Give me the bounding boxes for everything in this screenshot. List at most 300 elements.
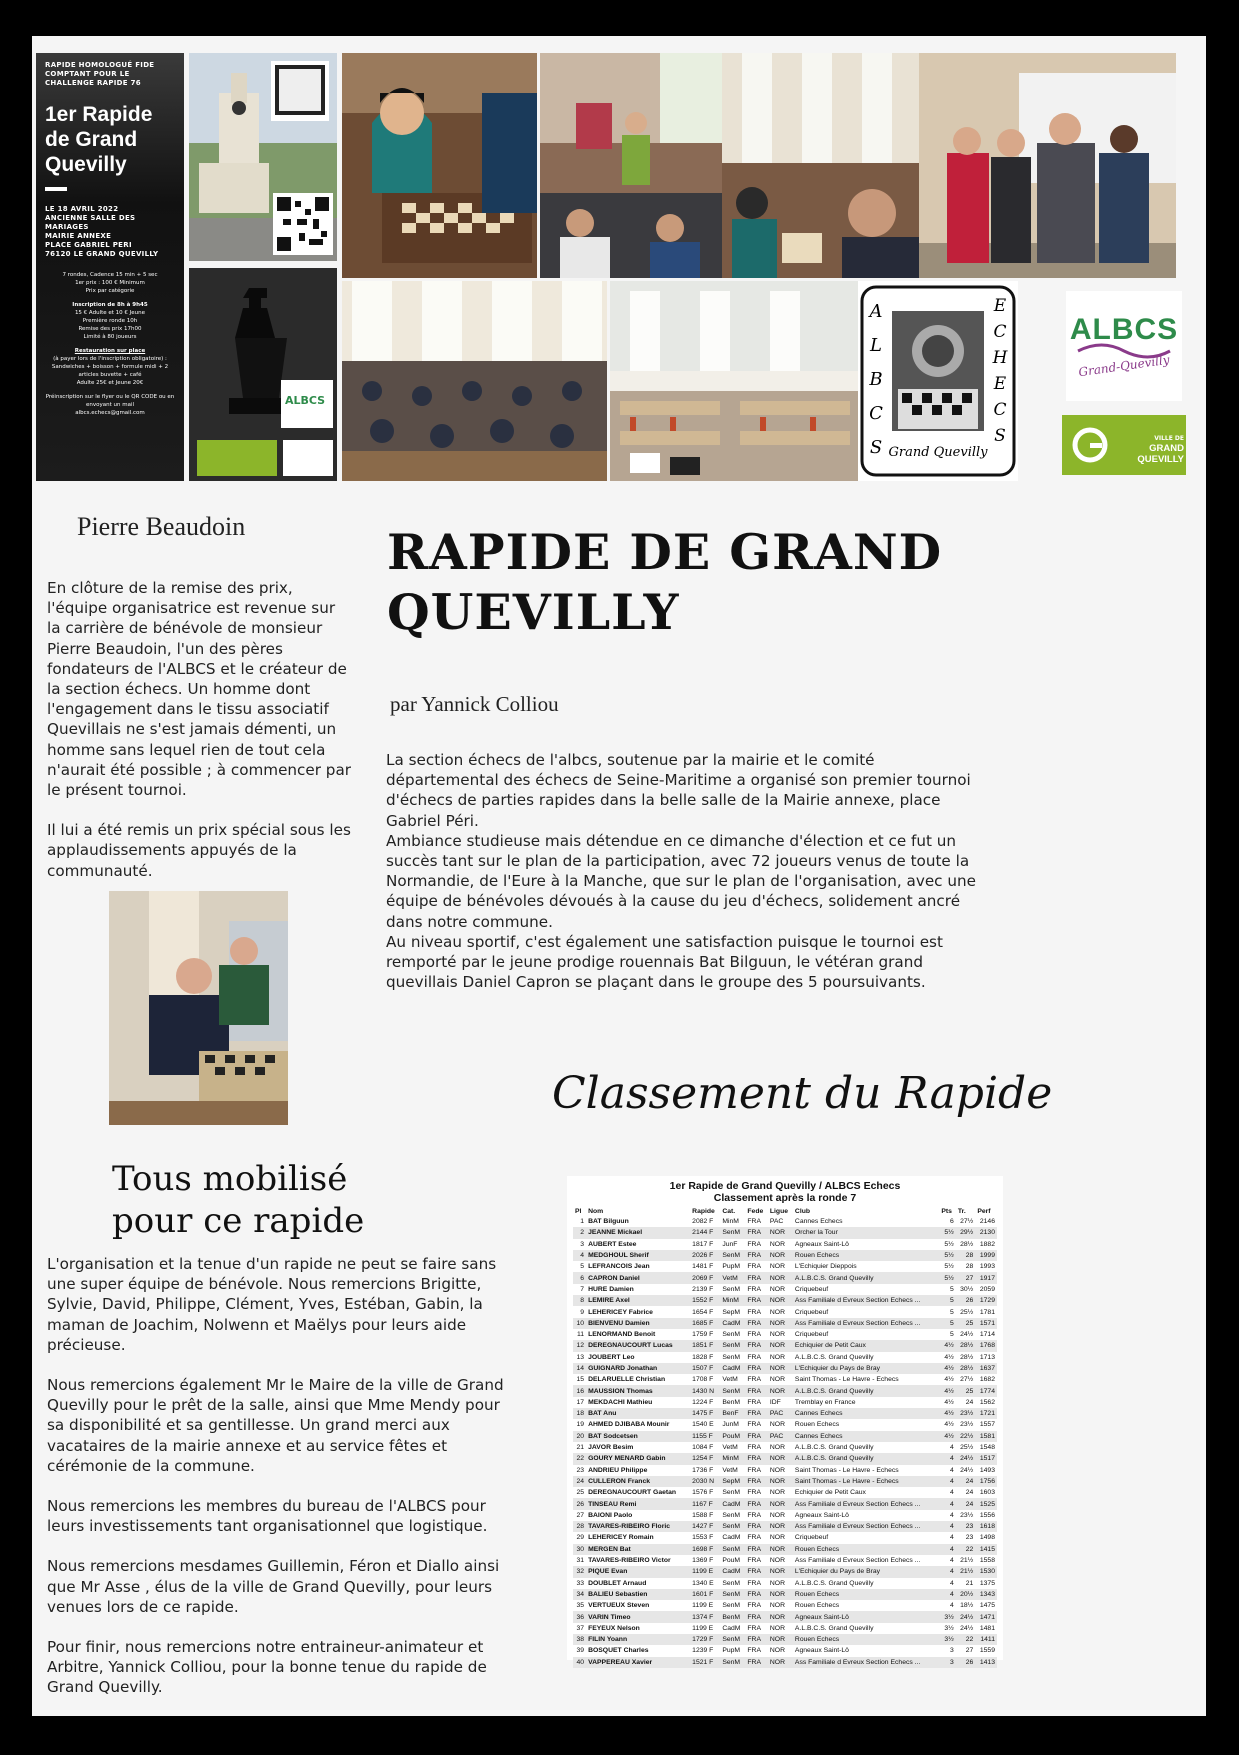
ranking-cell: PouM (720, 1431, 745, 1442)
ranking-cell: 1411 (975, 1634, 997, 1645)
ranking-cell: SenM (722, 1285, 741, 1293)
ranking-cell: BIENVENU Damien (586, 1318, 690, 1329)
ranking-cell: VetM (720, 1272, 745, 1283)
ranking-cell: NOR (769, 1624, 785, 1632)
sidebar-text (47, 578, 352, 881)
ranking-cell: 3½ (939, 1634, 955, 1645)
ranking-cell: LEMIRE Axel (586, 1295, 690, 1306)
ranking-cell: 15 (576, 1376, 585, 1384)
ranking-cell: NOR (769, 1376, 785, 1384)
ranking-cell: 1507 F (690, 1363, 720, 1374)
ranking-cell: NOR (768, 1634, 793, 1645)
ranking-cell: SenM (722, 1331, 741, 1339)
ranking-cell: 32 (573, 1566, 586, 1577)
ranking-row (573, 1227, 997, 1238)
ranking-cell: 1729 F (690, 1634, 720, 1645)
ranking-row (573, 1657, 997, 1668)
ranking-cell: 3½ (944, 1624, 954, 1632)
ranking-cell: 1721 (975, 1408, 997, 1419)
ranking-cell: 1199 E (692, 1602, 714, 1610)
ranking-cell: FRA (747, 1398, 761, 1406)
ranking-cell: A.L.B.C.S. Grand Quevilly (794, 1353, 874, 1361)
ranking-cell: 1475 (979, 1602, 995, 1610)
ranking-cell: 29 (576, 1534, 585, 1542)
ranking-cell: 1521 F (690, 1657, 720, 1668)
ranking-cell: 4 (950, 1489, 954, 1497)
ranking-row (573, 1408, 997, 1419)
ranking-cell: NOR (769, 1240, 785, 1248)
ranking-cell: 6 (950, 1218, 954, 1226)
ranking-row (573, 1645, 997, 1656)
ranking-cell: 4 (950, 1534, 954, 1542)
ranking-cell: NOR (769, 1308, 785, 1316)
ranking-cell: 23½ (956, 1408, 976, 1419)
ranking-cell: 2130 (975, 1227, 997, 1238)
ranking-cell: 34 (573, 1589, 586, 1600)
ranking-row (573, 1419, 997, 1430)
ranking-cell: 3 (580, 1240, 585, 1248)
ranking-cell: NOR (768, 1385, 793, 1396)
ranking-cell: FRA (745, 1385, 767, 1396)
ranking-cell: 1682 (979, 1376, 995, 1384)
ranking-column-header: Fede (747, 1207, 764, 1215)
ranking-cell: MEKDACHI Mathieu (588, 1398, 653, 1406)
ranking-cell: 24½ (956, 1611, 976, 1622)
ranking-cell: FRA (747, 1557, 761, 1565)
ranking-cell: BAT Sodcetsen (586, 1431, 690, 1442)
ranking-cell: 4½ (939, 1385, 955, 1396)
ranking-cell: Rouen Echecs (793, 1634, 939, 1645)
ranking-row (573, 1611, 997, 1622)
ranking-cell: SenM (722, 1511, 741, 1519)
ranking-cell: A.L.B.C.S. Grand Quevilly (793, 1453, 939, 1464)
ranking-cell: 1374 F (690, 1611, 720, 1622)
ranking-cell: FRA (745, 1408, 767, 1419)
ranking-cell: 1 (580, 1218, 585, 1226)
ranking-cell: 27½ (960, 1218, 974, 1226)
ranking-cell: BenM (722, 1398, 741, 1406)
ranking-cell: PAC (768, 1408, 793, 1419)
ranking-cell: 1714 (979, 1331, 995, 1339)
ranking-cell: NOR (769, 1557, 785, 1565)
ranking-column-header: Club (794, 1207, 811, 1215)
ranking-cell: 4½ (939, 1408, 955, 1419)
ranking-cell: 39 (576, 1647, 585, 1655)
ranking-cell: 28 (965, 1263, 974, 1271)
ranking-cell: PupM (722, 1647, 741, 1655)
ranking-cell: NOR (769, 1263, 785, 1271)
ranking-cell: 25 (956, 1385, 976, 1396)
ranking-cell: AUBERT Estee (588, 1240, 637, 1248)
ranking-row (573, 1431, 997, 1442)
ranking-row (573, 1363, 997, 1374)
ranking-cell: CadM (720, 1498, 745, 1509)
ranking-cell: NOR (768, 1318, 793, 1329)
poster-preinscription: Préinscription sur le flyer ou le QR CODE ou en envoyant un mail albcs.echecs@gmail.com (45, 394, 175, 416)
ranking-cell: 1882 (979, 1240, 995, 1248)
ranking-cell: SepM (720, 1476, 745, 1487)
tournament-room-photo-2 (342, 281, 607, 481)
ranking-cell: 22½ (956, 1431, 976, 1442)
ranking-cell: FRA (745, 1272, 767, 1283)
ranking-cell: 1828 F (692, 1353, 714, 1361)
ranking-cell: 8 (573, 1295, 586, 1306)
ranking-row (573, 1589, 997, 1600)
newsletter-page (32, 36, 1206, 1716)
ranking-cell: 2059 (979, 1285, 995, 1293)
king-piece-photo (189, 268, 337, 481)
ranking-column-header: Perf (977, 1207, 991, 1215)
ranking-cell: 5 (939, 1295, 955, 1306)
ranking-cell: 36 (573, 1611, 586, 1622)
ranking-row (573, 1216, 997, 1227)
ranking-cell: 2144 F (690, 1227, 720, 1238)
ranking-cell: Ass Familiale d Evreux Section Echecs ... (794, 1557, 921, 1565)
article-byline: par Yannick Colliou (390, 692, 559, 716)
ranking-cell: BenF (720, 1408, 745, 1419)
ranking-cell: 24½ (960, 1466, 974, 1474)
ranking-cell: TAVARES-RIBEIRO Victor (588, 1557, 671, 1565)
ranking-row (573, 1498, 997, 1509)
ranking-row (573, 1453, 997, 1464)
ranking-cell: NOR (768, 1227, 793, 1238)
ranking-cell: A.L.B.C.S. Grand Quevilly (794, 1579, 874, 1587)
ranking-cell: 3 (939, 1657, 955, 1668)
ranking-cell: 1993 (979, 1263, 995, 1271)
ranking-cell: SenM (720, 1250, 745, 1261)
ranking-cell: CadM (722, 1534, 741, 1542)
ranking-cell: 18 (573, 1408, 586, 1419)
ranking-cell: CadM (722, 1624, 741, 1632)
ranking-cell: Criquebeuf (794, 1285, 829, 1293)
ranking-cell: LEHERICEY Fabrice (588, 1308, 653, 1316)
ranking-cell: FRA (747, 1240, 761, 1248)
ranking-cell: 26 (956, 1657, 976, 1668)
ranking-cell: 1481 F (692, 1263, 714, 1271)
ranking-cell: 19 (576, 1421, 585, 1429)
ranking-cell: NOR (769, 1421, 785, 1429)
thanks-paragraph-4: Nous remercions mesdames Guillemin, Féron et Diallo ainsi que Mr Asse , élus de la ville de Grand Quevilly, pour leurs venues lors de ce rapide. (47, 1557, 500, 1616)
ranking-cell: 27 (965, 1647, 974, 1655)
ranking-cell: CAPRON Daniel (586, 1272, 690, 1283)
ranking-cell: 1552 F (690, 1295, 720, 1306)
ranking-cell: 23½ (960, 1511, 974, 1519)
ranking-cell: 1239 F (692, 1647, 714, 1655)
ranking-cell: NOR (769, 1489, 785, 1497)
ranking-row (573, 1510, 997, 1521)
ranking-cell: FRA (745, 1318, 767, 1329)
ranking-cell: 1415 (975, 1544, 997, 1555)
ranking-cell: DELARUELLE Christian (588, 1376, 666, 1384)
ranking-cell: SenM (720, 1544, 745, 1555)
ranking-cell: FRA (745, 1589, 767, 1600)
ranking-cell: 1851 F (690, 1340, 720, 1351)
ranking-row (573, 1250, 997, 1261)
thanks-paragraph-3: Nous remercions les membres du bureau de l'ALBCS pour leurs investissements tant organisationnel que logistique. (47, 1497, 488, 1536)
thanks-paragraph-5: Pour finir, nous remercions notre entraineur-animateur et Arbitre, Yannick Colliou, pour la bonne tenue du rapide de Grand Quevilly. (47, 1638, 487, 1697)
ranking-cell: 4 (573, 1250, 586, 1261)
ranking-cell: NOR (769, 1353, 785, 1361)
ranking-cell: NOR (769, 1534, 785, 1542)
ranking-cell: 1736 F (692, 1466, 714, 1474)
ranking-cell: 1517 (975, 1453, 997, 1464)
thanks-paragraph-2: Nous remercions également Mr le Maire de la ville de Grand Quevilly pour le prêt de la salle, ainsi que Mme Mendy pour sa disponibilité et sa gentillesse. Un grand merci aux vacataires de la mairie annexe et au service fêtes et cérémonie de la commune. (47, 1376, 504, 1475)
ranking-cell: BAT Anu (586, 1408, 690, 1419)
ranking-cell: SenM (720, 1589, 745, 1600)
ranking-cell: NOR (768, 1566, 793, 1577)
ranking-cell: 7 (580, 1285, 585, 1293)
ranking-cell: 1756 (975, 1476, 997, 1487)
ranking-cell: 16 (573, 1385, 586, 1396)
ranking-cell: Rouen Echecs (794, 1421, 840, 1429)
ranking-cell: 11 (577, 1331, 585, 1339)
ranking-cell: 4 (950, 1602, 954, 1610)
ranking-cell: 2026 F (690, 1250, 720, 1261)
ranking-cell: Ass Familiale d Evreux Section Echecs ... (793, 1657, 939, 1668)
ranking-cell: 17 (576, 1398, 585, 1406)
ranking-cell: 4 (939, 1453, 955, 1464)
ranking-cell: FRA (745, 1227, 767, 1238)
ranking-cell: Ass Familiale d Evreux Section Echecs ... (793, 1521, 939, 1532)
ranking-cell: 4 (939, 1521, 955, 1532)
ranking-cell: NOR (769, 1466, 785, 1474)
ranking-cell: 5 (939, 1318, 955, 1329)
ranking-cell: FRA (745, 1611, 767, 1622)
ranking-column-header: Pl (575, 1207, 582, 1215)
ranking-cell: MERGEN Bat (586, 1544, 690, 1555)
ranking-cell: Ass Familiale d Evreux Section Echecs ... (793, 1295, 939, 1306)
ranking-cell: 24 (956, 1498, 976, 1509)
ranking-cell: ANDRIEU Philippe (588, 1466, 648, 1474)
poster-albcs-logo: ALBCS (285, 394, 326, 407)
ranking-row (573, 1465, 997, 1476)
ranking-cell: VERTUEUX Steven (588, 1602, 650, 1610)
ranking-cell: 14 (573, 1363, 586, 1374)
albcs-logo-text: ALBCS (1069, 313, 1179, 346)
ranking-cell: 4 (939, 1589, 955, 1600)
ranking-cell: 5½ (939, 1272, 955, 1283)
ranking-cell: L'Echiquier Dieppois (794, 1263, 857, 1271)
ranking-cell: FRA (745, 1521, 767, 1532)
player-photo-1 (342, 53, 537, 278)
ranking-cell: 1340 E (692, 1579, 714, 1587)
ranking-cell: 5 (950, 1331, 954, 1339)
ranking-cell: 2146 (979, 1218, 995, 1226)
ranking-cell: FRA (747, 1534, 761, 1542)
ranking-cell: Ass Familiale d Evreux Section Echecs ... (793, 1318, 939, 1329)
ranking-row (573, 1487, 997, 1498)
ranking-cell: 24 (573, 1476, 586, 1487)
ranking-cell: 1525 (975, 1498, 997, 1509)
ranking-cell: 4½ (939, 1431, 955, 1442)
ranking-cell: NOR (768, 1657, 793, 1668)
ranking-cell: 27 (956, 1272, 976, 1283)
ranking-cell: L'Echiquier du Pays de Bray (793, 1566, 939, 1577)
ranking-cell: 23½ (960, 1421, 974, 1429)
ranking-cell: DEREGNAUCOURT Lucas (586, 1340, 690, 1351)
ranking-cell: 1654 F (692, 1308, 714, 1316)
ranking-row (573, 1634, 997, 1645)
ranking-cell: 1481 (979, 1624, 995, 1632)
ranking-cell: PIQUE Evan (586, 1566, 690, 1577)
ranking-cell: SenM (720, 1657, 745, 1668)
ranking-cell: 9 (580, 1308, 585, 1316)
ranking-cell: 1558 (979, 1557, 995, 1565)
ranking-column-header: Rapide (692, 1207, 715, 1215)
poster-place-1: ANCIENNE SALLE DES MARIAGES (45, 214, 136, 231)
ranking-cell: PAC (768, 1431, 793, 1442)
ranking-cell: Rouen Echecs (793, 1589, 939, 1600)
ranking-cell: 33 (576, 1579, 585, 1587)
ranking-heading: Classement du Rapide (552, 1068, 1053, 1119)
ranking-row (573, 1318, 997, 1329)
ranking-cell: 21½ (960, 1557, 974, 1565)
town-hall-photo (189, 53, 337, 261)
ranking-cell: 4½ (944, 1398, 954, 1406)
poster-place-4: 76120 LE GRAND QUEVILLY (45, 250, 159, 258)
ranking-cell: FRA (747, 1218, 761, 1226)
ranking-cell: 4 (939, 1476, 955, 1487)
ranking-cell: NOR (768, 1295, 793, 1306)
ranking-cell: 1540 E (692, 1421, 714, 1429)
ranking-cell: 1817 F (692, 1240, 714, 1248)
ranking-row (573, 1306, 997, 1317)
logo-vertical-albcs: ALBCS (869, 301, 883, 458)
ranking-cell: SenM (722, 1353, 741, 1361)
ranking-table-title: 1er Rapide de Grand Quevilly / ALBCS Echecs Classement après la ronde 7 (669, 1180, 901, 1204)
ranking-cell: 4 (950, 1511, 954, 1519)
ranking-table (573, 1206, 997, 1668)
ranking-cell: FRA (747, 1602, 761, 1610)
ranking-cell: Rouen Echecs (793, 1544, 939, 1555)
ranking-column-header: Cat. (722, 1207, 736, 1215)
ranking-cell: 1167 F (690, 1498, 720, 1509)
sidebar-title: Pierre Beaudoin (77, 512, 246, 541)
ranking-cell: LEFRANCOIS Jean (588, 1263, 650, 1271)
poster-date: LE 18 AVRIL 2022 (45, 205, 119, 213)
ranking-cell: FRA (747, 1353, 761, 1361)
ranking-cell: 1581 (975, 1431, 997, 1442)
ranking-cell: 1698 F (690, 1544, 720, 1555)
ranking-cell: 1768 (975, 1340, 997, 1351)
ranking-cell: FRA (747, 1285, 761, 1293)
ranking-cell: 4 (939, 1544, 955, 1555)
ranking-cell: 4½ (939, 1363, 955, 1374)
ranking-cell: NOR (768, 1363, 793, 1374)
ranking-cell: TAVARES-RIBEIRO Floric (586, 1521, 690, 1532)
thanks-heading: Tous mobilisé pour ce rapide (112, 1159, 365, 1241)
poster-restauration: Restauration sur place (à payer lors de l'inscription obligatoire) : Sandwiches + boisson + formule midi + 2 articles buvette + café Adulte 25€ et Jeune 20€ (51, 348, 169, 386)
ranking-cell: 1084 F (692, 1444, 714, 1452)
ranking-cell: FRA (747, 1308, 761, 1316)
ranking-cell: 2082 F (692, 1218, 714, 1226)
ranking-cell: 18½ (960, 1602, 974, 1610)
ranking-cell: FRA (745, 1431, 767, 1442)
ranking-cell: NOR (768, 1589, 793, 1600)
ranking-cell: 25 (956, 1318, 976, 1329)
ranking-cell: 1530 (975, 1566, 997, 1577)
ranking-cell: 1588 F (692, 1511, 714, 1519)
ranking-cell: 1759 F (692, 1331, 714, 1339)
ranking-cell: 10 (573, 1318, 586, 1329)
ranking-cell: 1557 (979, 1421, 995, 1429)
ranking-cell: PAC (769, 1218, 784, 1226)
ranking-cell: 24 (965, 1489, 974, 1497)
ranking-cell: JAVOR Besim (588, 1444, 634, 1452)
ranking-cell: 21 (576, 1444, 585, 1452)
ranking-cell: 1155 F (690, 1431, 720, 1442)
ranking-cell: Cannes Echecs (793, 1431, 939, 1442)
ranking-cell: Rouen Echecs (794, 1602, 840, 1610)
ranking-cell: FEYEUX Nelson (588, 1624, 640, 1632)
ranking-cell: 28½ (960, 1353, 974, 1361)
ranking-cell: FILIN Yoann (586, 1634, 690, 1645)
ranking-cell: FRA (745, 1634, 767, 1645)
ranking-cell: 2030 N (690, 1476, 720, 1487)
ranking-cell: SenM (720, 1385, 745, 1396)
ranking-cell: NOR (768, 1340, 793, 1351)
ranking-cell: 28 (956, 1250, 976, 1261)
albcs-logo-sub: Grand-Quevilly (1077, 352, 1171, 380)
ranking-cell: DOUBLET Arnaud (588, 1579, 647, 1587)
ranking-cell: FRA (745, 1476, 767, 1487)
ranking-row (573, 1566, 997, 1577)
ranking-cell: 5½ (944, 1263, 954, 1271)
ranking-cell: TINSEAU Remi (586, 1498, 690, 1509)
ranking-cell: FRA (745, 1340, 767, 1351)
ranking-cell: JEANNE Mickael (586, 1227, 690, 1238)
tournament-room-photo-3 (610, 281, 858, 481)
ranking-cell: LENORMAND Benoit (588, 1331, 656, 1339)
ranking-cell: 40 (573, 1657, 586, 1668)
ranking-cell: 1427 F (690, 1521, 720, 1532)
ranking-cell: FRA (747, 1489, 761, 1497)
arbiter-photo (540, 53, 722, 278)
ranking-cell: 4 (950, 1444, 954, 1452)
ranking-cell: JunM (722, 1421, 739, 1429)
ranking-cell: 1571 (975, 1318, 997, 1329)
ranking-cell: NOR (768, 1611, 793, 1622)
ranking-cell: SenM (722, 1602, 741, 1610)
ranking-row (573, 1272, 997, 1283)
ranking-cell: Rouen Echecs (793, 1250, 939, 1261)
ranking-cell: Echiquier de Petit Caux (794, 1489, 866, 1497)
ranking-cell: VARIN Timeo (586, 1611, 690, 1622)
ranking-cell: A.L.B.C.S. Grand Quevilly (793, 1272, 939, 1283)
ranking-cell: VetM (722, 1444, 738, 1452)
ranking-cell: 20 (573, 1431, 586, 1442)
ranking-cell: Criquebeuf (794, 1534, 829, 1542)
ranking-cell: 2139 F (692, 1285, 714, 1293)
ranking-cell: 28½ (960, 1240, 974, 1248)
ranking-cell: FRA (745, 1544, 767, 1555)
ranking-cell: 1708 F (692, 1376, 714, 1384)
ranking-row (573, 1623, 997, 1634)
ranking-cell: 20½ (956, 1589, 976, 1600)
ranking-cell: FRA (745, 1295, 767, 1306)
ranking-cell: 1729 (975, 1295, 997, 1306)
ranking-cell: 4 (939, 1566, 955, 1577)
ranking-cell: 27½ (960, 1376, 974, 1384)
ranking-cell: 4 (950, 1579, 954, 1587)
ranking-cell: 1781 (979, 1308, 995, 1316)
ranking-cell: NOR (768, 1250, 793, 1261)
ranking-cell: 22 (956, 1544, 976, 1555)
ranking-cell: L'Echiquier du Pays de Bray (793, 1363, 939, 1374)
ranking-cell: NOR (769, 1602, 785, 1610)
ranking-cell: 1413 (975, 1657, 997, 1668)
ranking-cell: AHMED DJIBABA Mounir (588, 1421, 670, 1429)
